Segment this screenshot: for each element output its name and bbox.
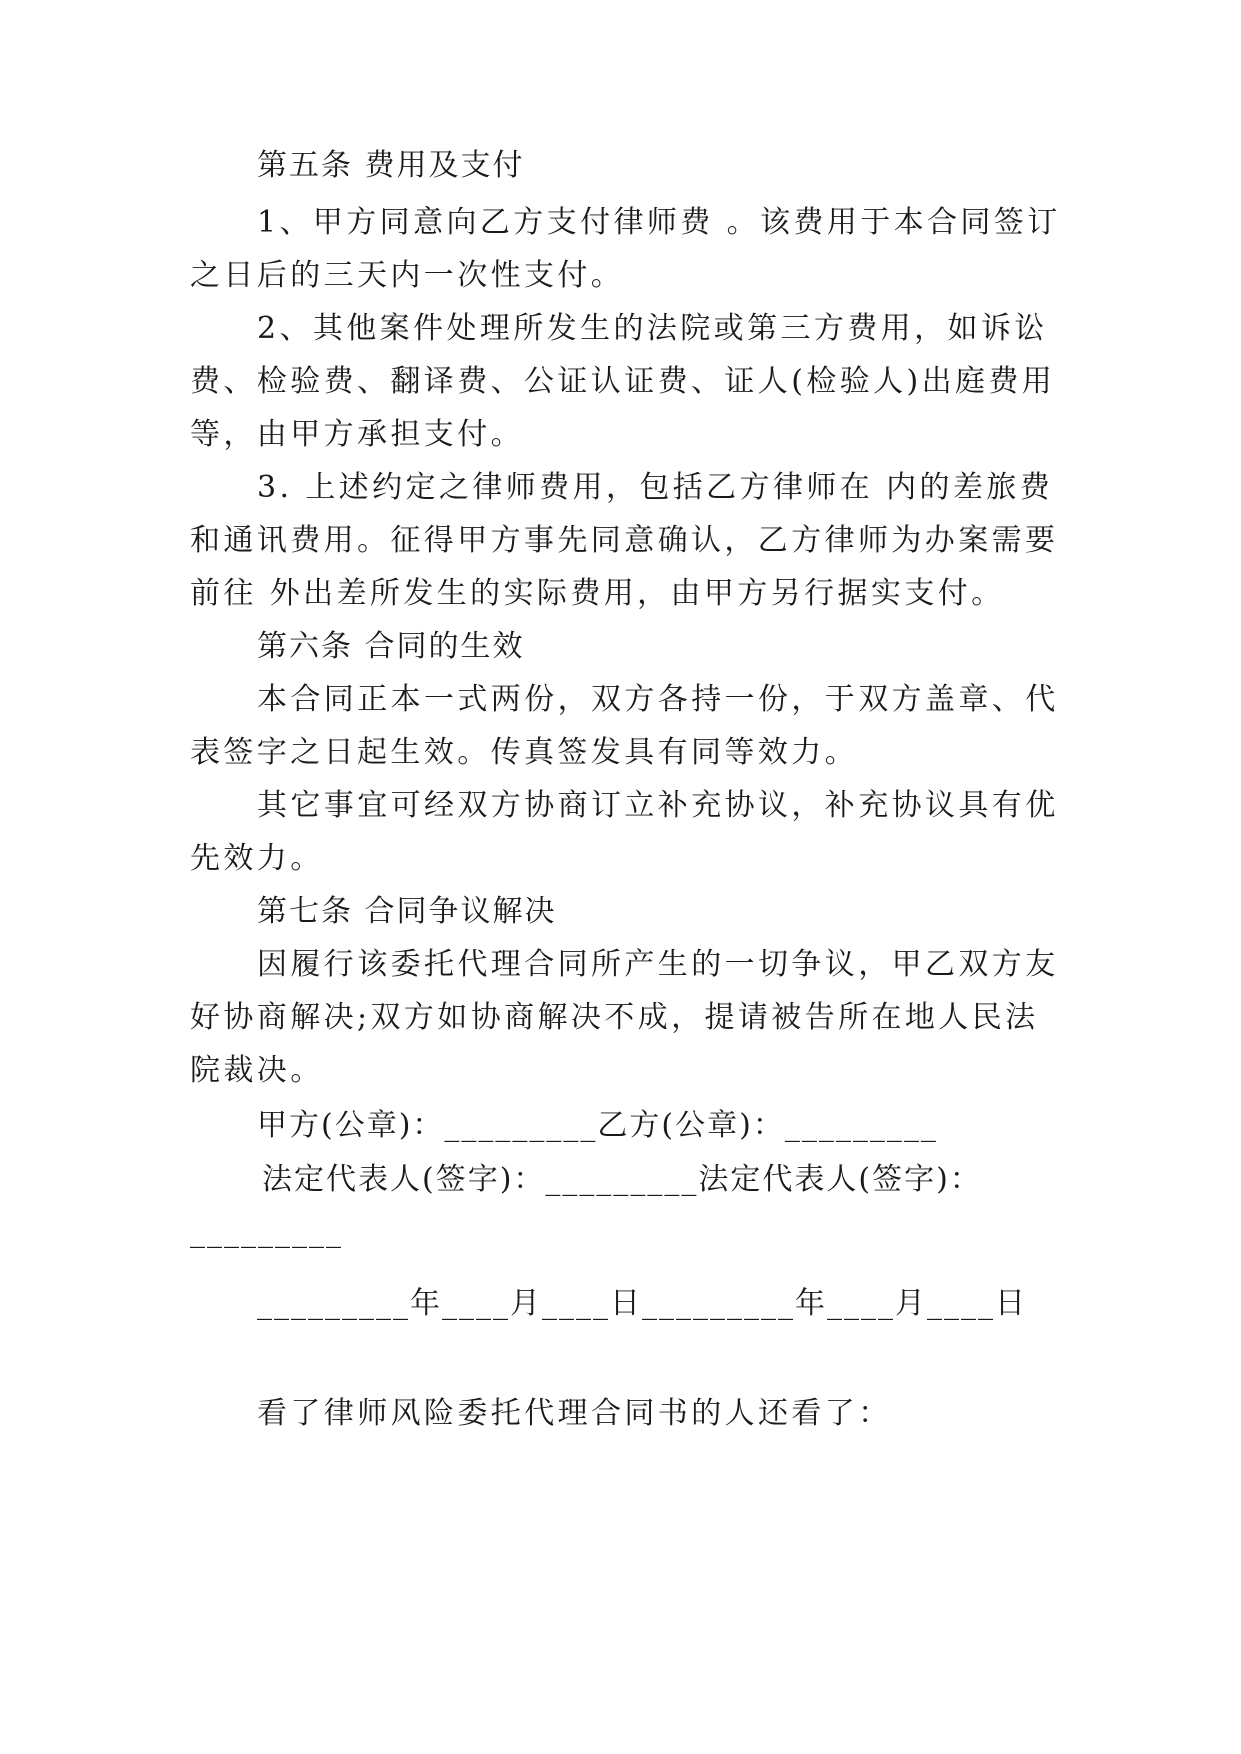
related-reading-heading: 看了律师风险委托代理合同书的人还看了：	[257, 1396, 892, 1431]
paragraph-line: 3. 上述约定之律师费用，包括乙方律师在 内的差旅费	[257, 470, 1054, 505]
paragraph-line: 费、检验费、翻译费、公证认证费、证人(检验人)出庭费用	[190, 364, 1056, 399]
article-6-heading: 第六条 合同的生效	[257, 629, 525, 664]
paragraph-line: 其它事宜可经双方协商订立补充协议，补充协议具有优	[257, 788, 1059, 823]
paragraph-line: 前往 外出差所发生的实际费用，由甲方另行据实支付。	[190, 576, 1005, 611]
representative-signature-line: 法定代表人(签字)：_________法定代表人(签字)：	[262, 1162, 982, 1197]
article-5-heading: 第五条 费用及支付	[257, 148, 525, 183]
party-seal-line: 甲方(公章)：_________乙方(公章)：_________	[257, 1108, 938, 1143]
paragraph-line: 本合同正本一式两份，双方各持一份，于双方盖章、代	[257, 682, 1059, 717]
paragraph-line: 和通讯费用。征得甲方事先同意确认，乙方律师为办案需要	[190, 523, 1059, 558]
signature-blank-continuation: _________	[190, 1214, 343, 1249]
paragraph-line: 1、甲方同意向乙方支付律师费 。该费用于本合同签订	[257, 205, 1061, 240]
paragraph-line: 2、其他案件处理所发生的法院或第三方费用，如诉讼	[257, 311, 1048, 346]
paragraph-line: 等，由甲方承担支付。	[190, 417, 524, 452]
paragraph-line: 表签字之日起生效。传真签发具有同等效力。	[190, 735, 858, 770]
paragraph-line: 院裁决。	[190, 1053, 324, 1088]
article-7-heading: 第七条 合同争议解决	[257, 894, 557, 929]
paragraph-line: 之日后的三天内一次性支付。	[190, 258, 625, 293]
date-fill-line: _________年____月____日_________年____月____日	[257, 1286, 1027, 1321]
paragraph-line: 好协商解决;双方如协商解决不成，提请被告所在地人民法	[190, 1000, 1039, 1035]
paragraph-line: 先效力。	[190, 841, 324, 876]
paragraph-line: 因履行该委托代理合同所产生的一切争议，甲乙双方友	[257, 947, 1059, 982]
